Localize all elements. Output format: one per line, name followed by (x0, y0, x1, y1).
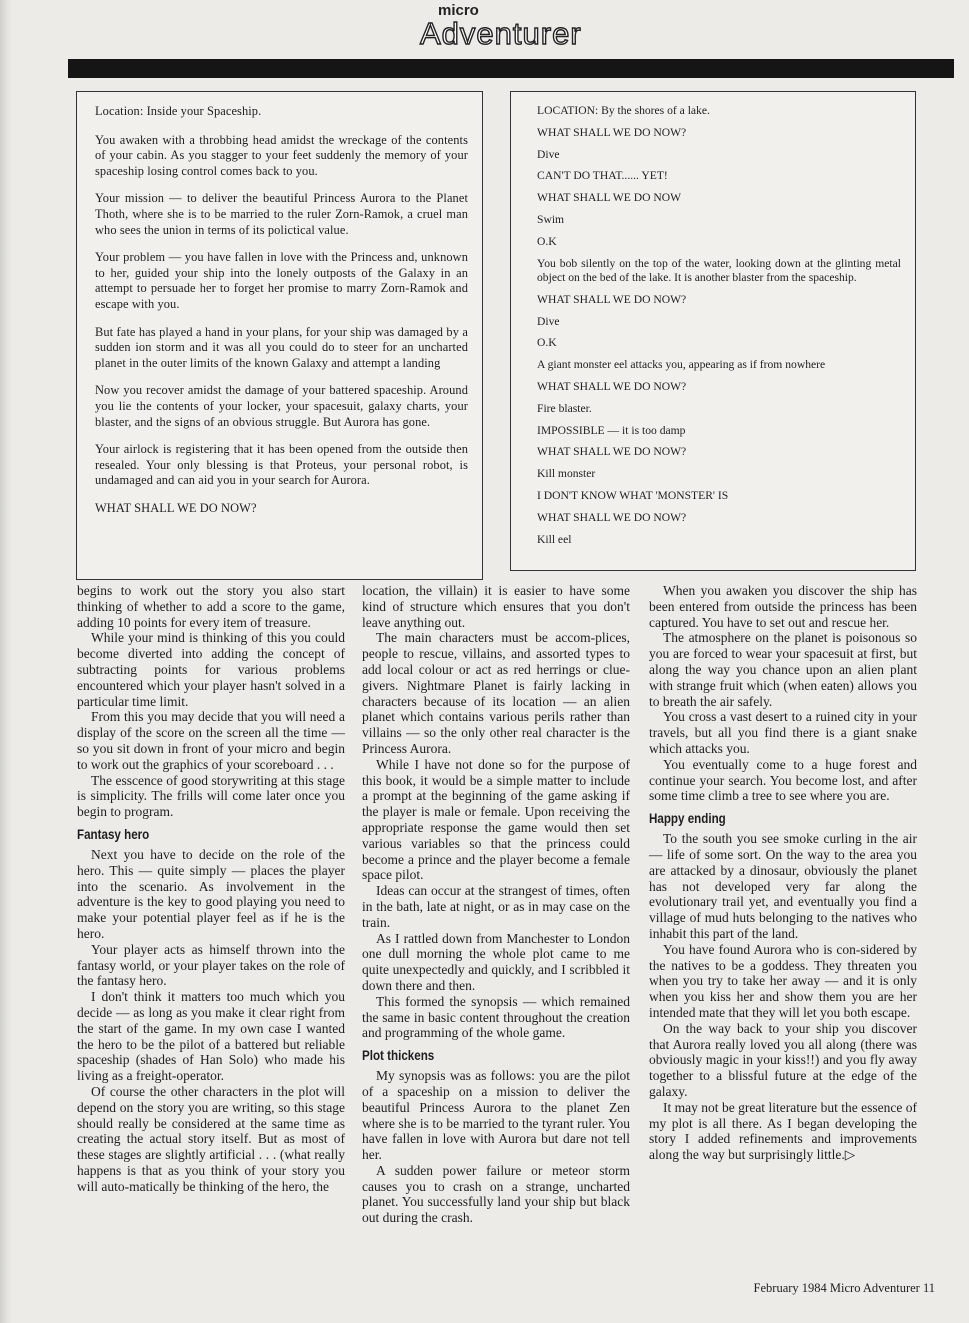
paragraph: As I rattled down from Manchester to London one dull morning the whole plot came to me quite unexpectedly and quickly, and I scribbled it down there and then. (362, 930, 630, 993)
box-right-line: A giant monster eel attacks you, appearing as if from nowhere (537, 358, 826, 372)
paragraph: While your mind is thinking of this you could become diverted into adding the concept of subtracting points for various problems encountered which your player hasn't solved in a particular time limit. (77, 630, 345, 709)
paragraph: I don't think it matters too much which you decide — as long as you make it clear right from the start of the game. In my own case I wanted the hero to be the pilot of a battered but reliable spaceship (shades of Han Solo) who made his living as a freight-operator. (77, 989, 345, 1084)
box-right-line: Fire blaster. (537, 401, 592, 415)
masthead-micro: micro (438, 2, 479, 19)
box-right-line: You bob silently on the top of the water, looking down at the glinting metal object on the bed of the lake. It is another blaster from the spaceship. (537, 256, 901, 284)
box-right-line: WHAT SHALL WE DO NOW? (537, 292, 687, 306)
subheading-happy-ending: Happy ending (649, 811, 726, 827)
box-right-line: WHAT SHALL WE DO NOW? (537, 510, 687, 524)
paragraph (649, 1100, 917, 1163)
paragraph: This formed the synopsis — which remained the same in basic content throughout the creation and programming of the whole game. (362, 993, 630, 1041)
paragraph: The main characters must be accom-plices, people to rescue, villains, and assorted types to add local colour or act as red herrings or clue-givers. Nightmare Planet is fairly lacking in characters because of its location — an alien planet which contains various perils rather than villains — so the only other real character is the Princess Aurora. (362, 630, 630, 756)
paragraph: begins to work out the story you also start thinking of whether to add a score to the game, adding 10 points for every item of treasure. (77, 583, 345, 630)
paragraph: On the way back to your ship you discover that Aurora really loved you all along (there was obviously magic in your kiss!!) and you fly away together to a blissful future at the edge of the galaxy. (649, 1020, 917, 1099)
box-right-line: Dive (537, 314, 560, 328)
paragraph: You eventually come to a huge forest and continue your search. You become lost, and after some time climb a tree to see where you are. (649, 756, 917, 804)
box-left-line: WHAT SHALL WE DO NOW? (95, 500, 257, 515)
paragraph: Ideas can occur at the strangest of times, often in the bath, late at night, or as in may case on the train. (362, 883, 630, 930)
paragraph: You cross a vast desert to a ruined city in your travels, but all you find there is a giant snake which attacks you. (649, 709, 917, 756)
paragraph: Your player acts as himself thrown into the fantasy world, or your player takes on the role of the fantasy hero. (77, 941, 345, 989)
box-right-line: Kill monster (537, 467, 596, 481)
box-right-line: WHAT SHALL WE DO NOW? (537, 379, 687, 393)
box-right-line: Kill eel (537, 532, 572, 546)
masthead-adventurer: Adventurer (420, 16, 582, 51)
box-right-line: IMPOSSIBLE — it is too damp (537, 423, 686, 437)
paragraph: The atmosphere on the planet is poisonous so you are forced to wear your spacesuit at first, but along the way you chance upon an alien plant with strange fruit which (when eaten) allows you to breath the air safely. (649, 630, 917, 709)
paragraph: location, the villain) it is easier to have some kind of structure which ensures that you don't leave anything out. (362, 583, 630, 630)
paragraph: Of course the other characters in the plot will depend on the story you are writing, so this stage should really be considered at the same time as creating the actual story itself. But as most of these stages are slightly artificial . . . (what really happens is that as you think of your story you will auto-matically be thinking of the hero, the (77, 1083, 345, 1194)
box-right-line: LOCATION: By the shores of a lake. (537, 104, 710, 117)
subheading-fantasy-hero: Fantasy hero (77, 826, 150, 842)
page-footer: February 1984 Micro Adventurer 11 (753, 1281, 935, 1295)
box-left-line: Your airlock is registering that it has been opened from the outside then resealed. Your only blessing is that Proteus, your personal robot, is undamaged and can aid you in your search for Aurora. (95, 442, 468, 488)
paragraph: You have found Aurora who is con-sidered by the natives to be a goddess. They threaten you when you try to take her away — and it is only when you kiss her and show them you are her intended mate that they will let you both escape. (649, 941, 917, 1020)
box-left-line: Now you recover amidst the damage of your battered spaceship. Around you lie the contents of your locker, your spacesuit, galaxy charts, your blaster, and the signs of an obvious struggle. But Aurora has gone. (95, 383, 468, 429)
page-spine-shadow (0, 0, 12, 1323)
box-right-line: I DON'T KNOW WHAT 'MONSTER' IS (537, 488, 729, 502)
header-bar (68, 59, 954, 78)
article-column-3 (649, 583, 917, 1163)
box-right-line: O.K (537, 234, 557, 248)
masthead-logo (420, 2, 582, 58)
game-intro-box (76, 91, 483, 580)
paragraph: To the south you see smoke curling in the air — life of some sort. On the way to the area you are attacked by a dinosaur, obviously the planet has not developed very far along the evolutionary trail yet, and eventually you find a village of mud huts belonging to the natives who inhabit this part of the land. (649, 831, 917, 941)
box-right-line: Swim (537, 212, 565, 226)
paragraph: When you awaken you discover the ship has been entered from outside the princess has been captured. You have to set out and rescue her. (649, 583, 917, 630)
paragraph: While I have not done so for the purpose of this book, it would be a simple matter to include a prompt at the beginning of the game asking if the player is male or female. Upon receiving the appropriate response the game would then set various variables so that the princess could become a prince and the player become a female space pilot. (362, 756, 630, 883)
game-dialogue-box (510, 91, 916, 571)
paragraph: My synopsis was as follows: you are the pilot of a spaceship on a mission to deliver the beautiful Princess Aurora to the planet Zen where she is to be married to the tyrant ruler. You have fallen in love with Aurora but dare not tell her. (362, 1068, 630, 1163)
box-left-line: You awaken with a throbbing head amidst the wreckage of the contents of your cabin. As you stagger to your feet suddenly the memory of your spaceship losing control comes back to you. (95, 132, 468, 178)
box-right-line: Dive (537, 147, 560, 161)
paragraph: From this you may decide that you will need a display of the score on the screen all the time — so you sit down in front of your micro and begin to work out the graphics of your scoreboard . . . (77, 709, 345, 772)
article-column-1 (77, 583, 345, 1194)
box-left-line: Location: Inside your Spaceship. (95, 104, 262, 118)
box-left-line: Your mission — to deliver the beautiful Princess Aurora to the Planet Thoth, where she is to be married to the ruler Zorn-Ramok, a cruel man who sees the union in terms of its polictical value. (95, 191, 468, 237)
box-left-line: But fate has played a hand in your plans, for your ship was damaged by a sudden ion storm and it was all you could do to steer for an uncharted planet in the outer limits of the known Galaxy and attempt a landing (95, 324, 468, 370)
paragraph-text: It may not be great literature but the essence of my plot is all there. As I began developing the story I added refinements and improvements along the way but surprisingly little. (649, 1099, 917, 1163)
paragraph: Next you have to decide on the role of the hero. This — quite simply — places the player into the scenario. As involvement in the adventure is the key to good playing you need to make your potential player feel as if he is the hero. (77, 846, 345, 941)
box-right-line: WHAT SHALL WE DO NOW? (537, 125, 687, 139)
box-right-line: CAN'T DO THAT...... YET! (537, 169, 668, 183)
subheading-plot-thickens: Plot thickens (362, 1048, 435, 1064)
box-right-line: WHAT SHALL WE DO NOW (537, 191, 682, 205)
end-of-article-icon: ▷ (844, 1147, 856, 1163)
box-right-line: WHAT SHALL WE DO NOW? (537, 445, 687, 459)
paragraph: A sudden power failure or meteor storm causes you to crash on a strange, uncharted planet. You successfully land your ship but black out during the crash. (362, 1162, 630, 1226)
paragraph: The esscence of good storywriting at this stage is simplicity. The frills will come later once you begin to program. (77, 772, 345, 820)
article-column-2 (362, 583, 630, 1226)
box-right-line: O.K (537, 336, 557, 350)
box-left-line: Your problem — you have fallen in love with the Princess and, unknown to her, guided your ship into the lonely outposts of the Galaxy in an attempt to persuade her to forget her promise to marry Zorn-Ramok and escape with you. (95, 250, 468, 311)
